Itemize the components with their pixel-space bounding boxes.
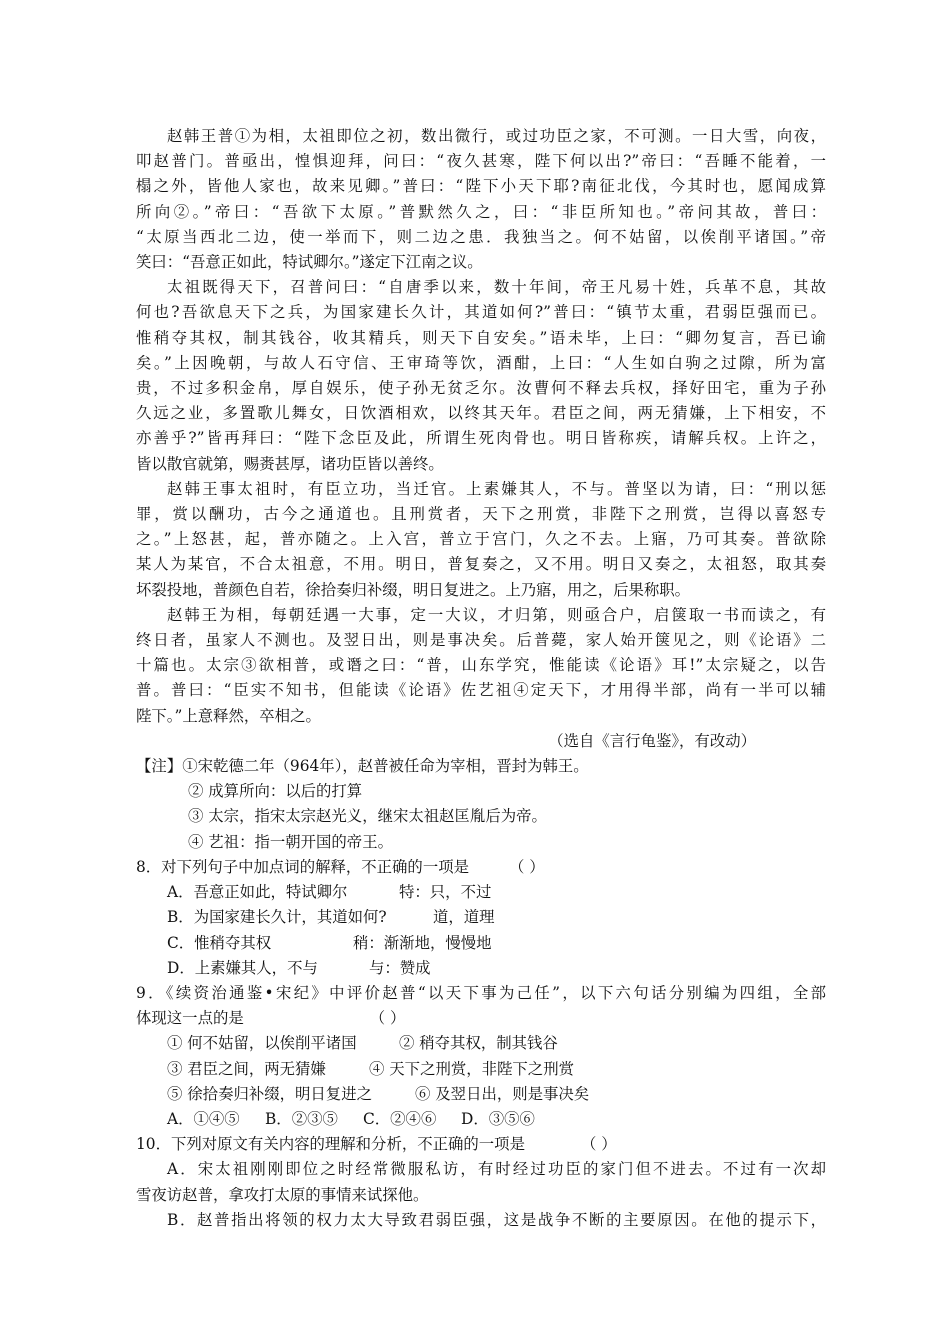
passage <box>136 124 826 729</box>
answer-blank: （ ） <box>509 857 545 876</box>
passage-line: 惟稍夺其权，制其钱谷，收其精兵，则天下自安矣。”语未毕，上曰：“卿勿复言，吾已谕 <box>136 328 826 347</box>
passage-line: 赵韩王普①为相，太祖即位之初，数出微行，或过功臣之家，不可测。一日大雪，向夜， <box>167 127 826 145</box>
passage-line: 十篇也。太宗③欲相普，或谮之曰：“普，山东学究，惟能读《论语》耳!”太宗疑之，以告 <box>136 656 826 675</box>
note-4: ④ 艺祖：指一朝开国的帝王。 <box>188 832 393 851</box>
passage-line: 亦善乎?”皆再拜曰：“陛下念臣及此，所谓生死肉骨也。明日皆称疾，请解兵权。上许之， <box>136 429 826 448</box>
note-3: ③ 太宗，指宋太宗赵光义，继宋太祖赵匡胤后为帝。 <box>188 807 547 826</box>
statement-row: ③ 君臣之间，两无猜嫌 ④ 天下之刑赏，非陛下之刑赏 <box>167 1059 574 1078</box>
question-9 <box>136 981 826 1132</box>
option-b: B．赵普指出将领的权力太大导致君弱臣强，这是战争不断的主要原因。在他的提示下， <box>167 1210 826 1229</box>
passage-line: 赵韩王事太祖时，有臣立功，当迁官。上素嫌其人，不与。普坚以为请，曰：“刑以惩 <box>167 479 826 498</box>
choice-row <box>136 1107 826 1132</box>
option-d: D．上素嫌其人，不与 与：赞成 <box>167 958 431 977</box>
passage-line: 之。”上怒甚，起，普亦随之。上入宫，普立于宫门，久之不去。上寤，乃可其奏。普欲除 <box>136 530 826 549</box>
passage-line: 坏裂投地，普颜色自若，徐拾奏归补缀，明日复进之。上乃寤，用之，后果称职。 <box>136 580 691 599</box>
choice-d: D．③⑤⑥ <box>461 1109 535 1128</box>
option-a: A．吾意正如此，特试卿尔 特：只，不过 <box>167 883 492 902</box>
passage-line: 笑曰：“吾意正如此，特试卿尔。”遂定下江南之议。 <box>136 253 483 272</box>
option-c: C．惟稍夺其权 稍：渐渐地，慢慢地 <box>167 933 492 952</box>
passage-line: 所向②。”帝曰：“吾欲下太原。”普默然久之，曰：“非臣所知也。”帝问其故，普曰： <box>136 202 826 221</box>
choice-a: A．①④⑤ <box>167 1109 240 1128</box>
passage-line: 罪，赏以酬功，古今之通道也。且刑赏者，天下之刑赏，非陛下之刑赏，岂得以喜怒专 <box>136 505 826 524</box>
passage-line: 榻之外，皆他人家也，故来见卿。”普曰：“陛下小天下耶?南征北伐，今其时也，愿闻成算 <box>136 177 826 196</box>
passage-line: 某人为某官，不合太祖意，不用。明日，普复奏之，又不用。明日又奏之，太祖怒，取其奏 <box>136 555 826 574</box>
note-1: 【注】①宋乾德二年（964年），赵普被任命为宰相，晋封为韩王。 <box>136 757 589 776</box>
statement-row: ① 何不姑留，以俟削平诸国 ② 稍夺其权，制其钱谷 <box>167 1034 558 1053</box>
exam-page <box>136 124 826 1233</box>
passage-line: 陛下。”上意释然，卒相之。 <box>136 706 321 725</box>
note-label: 【注】 <box>136 757 183 776</box>
passage-line: “太原当西北二边，使一举而下，则二边之患．我独当之。何不姑留，以俟削平诸国。”帝 <box>136 227 826 246</box>
choice-b: B．②③⑤ <box>265 1109 338 1128</box>
source-citation: （选自《言行龟鉴》，有改动） <box>548 731 756 750</box>
option-b: B．为国家建长久计，其道如何? 道，道理 <box>167 908 495 927</box>
passage-line: 贵，不过多积金帛，厚自娱乐，使子孙无贫乏尔。汝曹何不释去兵权，择好田宅，重为子孙 <box>136 379 826 398</box>
question-stem: 9．《续资治通鉴•宋纪》中评价赵普“以天下事为己任”，以下六句话分别编为四组，全部 <box>136 983 826 1002</box>
passage-line: 何也?吾欲息天下之兵，为国家建长久计，其道如何?”普曰：“镇节太重，君弱臣强而已。 <box>136 303 826 322</box>
passage-line: 叩赵普门。普亟出，惶惧迎拜，问曰：“夜久甚寒，陛下何以出?”帝曰：“吾睡不能着，一 <box>136 152 826 171</box>
passage-line: 皆以散官就第，赐赉甚厚，诸功臣皆以善终。 <box>136 454 444 473</box>
statement-row: ⑤ 徐拾奏归补缀，明日复进之 ⑥ 及翌日出，则是事决矣 <box>167 1084 590 1103</box>
question-10 <box>136 1132 826 1233</box>
passage-line: 赵韩王为相，每朝廷遇一大事，定一大议，才归第，则亟合户，启箧取一书而读之，有 <box>167 605 826 624</box>
passage-line: 矣。”上因晚朝，与故人石守信、王审琦等饮，酒酣，上曰：“人生如白驹之过隙，所为富 <box>136 353 826 372</box>
notes <box>136 754 826 855</box>
option-a: A．宋太祖刚刚即位之时经常微服私访，有时经过功臣的家门但不进去。不过有一次却 <box>167 1160 826 1179</box>
passage-line: 太祖既得天下，召普问曰：“自唐季以来，数十年间，帝王凡易十姓，兵革不息，其故 <box>167 278 826 297</box>
question-stem: 10．下列对原文有关内容的理解和分析，不正确的一项是 （ ） <box>136 1132 826 1157</box>
answer-blank: （ ） <box>580 1135 617 1154</box>
passage-line: 久远之业，多置歌儿舞女，日饮酒相欢，以终其天年。君臣之间，两无猜嫌，上下相安，不 <box>136 404 826 423</box>
option-a-cont: 雪夜访赵普，拿攻打太原的事情来试探他。 <box>136 1185 429 1204</box>
choice-c: C．②④⑥ <box>363 1109 437 1128</box>
question-stem: 8．对下列句子中加点词的解释，不正确的一项是 （ ） <box>136 855 826 880</box>
passage-line: 普。普曰：“臣实不知书，但能读《论语》佐艺祖④定天下，才用得半部，尚有一半可以辅 <box>136 681 826 700</box>
answer-blank: （ ） <box>369 1009 406 1028</box>
question-8 <box>136 855 826 981</box>
note-2: ② 成算所向：以后的打算 <box>188 782 363 801</box>
question-stem-cont: 体现这一点的是 （ ） <box>136 1006 826 1031</box>
passage-line: 终日者，虽家人不测也。及翌日出，则是事决矣。后普薨，家人始开箧见之，则《论语》二 <box>136 631 826 650</box>
